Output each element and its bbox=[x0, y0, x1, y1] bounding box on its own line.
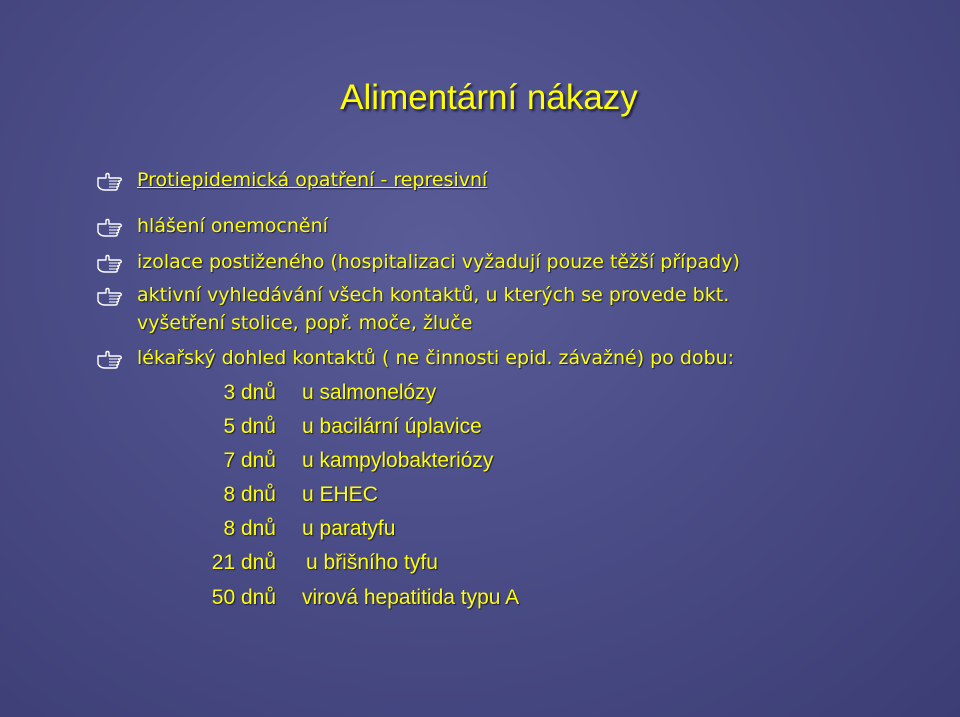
bullet-item bbox=[97, 343, 734, 373]
pointing-hand-icon bbox=[97, 347, 123, 369]
incubation-days: 7 dnů bbox=[223, 449, 276, 472]
slide-title bbox=[0, 78, 960, 118]
incubation-disease: virová hepatitida typu A bbox=[302, 586, 520, 609]
pointing-hand-icon bbox=[97, 251, 123, 273]
bullet-item-text: lékařský dohled kontaktů ( ne činnosti epid. závažné) po dobu: bbox=[137, 347, 735, 369]
pointing-hand-icon bbox=[97, 284, 123, 306]
bullet-heading bbox=[97, 165, 487, 195]
incubation-row bbox=[180, 480, 378, 510]
bullet-item-text: hlášení onemocnění bbox=[137, 215, 328, 237]
incubation-row bbox=[180, 583, 519, 613]
incubation-days: 50 dnů bbox=[211, 586, 276, 609]
incubation-disease: u paratyfu bbox=[302, 517, 396, 540]
bullet-continuation-text: vyšetření stolice, popř. moče, žluče bbox=[137, 312, 473, 334]
bullet-item-text: izolace postiženého (hospitalizaci vyžadují pouze těžší případy) bbox=[137, 251, 740, 273]
bullet-heading-text: Protiepidemická opatření - represivní bbox=[137, 169, 488, 191]
bullet-item bbox=[97, 211, 328, 241]
incubation-disease: u kampylobakteriózy bbox=[302, 449, 494, 472]
bullet-item bbox=[97, 247, 740, 277]
pointing-hand-icon bbox=[97, 169, 123, 191]
incubation-row bbox=[180, 514, 395, 544]
incubation-disease: u salmonelózy bbox=[302, 381, 437, 404]
pointing-hand-icon bbox=[97, 215, 123, 237]
slide-title-text: Alimentární nákazy bbox=[340, 78, 638, 117]
incubation-row bbox=[180, 378, 436, 408]
incubation-row bbox=[180, 446, 493, 476]
bullet-item-text: aktivní vyhledávání všech kontaktů, u kterých se provede bkt. bbox=[137, 284, 730, 306]
incubation-row bbox=[180, 412, 482, 442]
incubation-days: 8 dnů bbox=[223, 483, 276, 506]
incubation-days: 3 dnů bbox=[223, 381, 276, 404]
incubation-disease: u břišního tyfu bbox=[306, 551, 438, 574]
incubation-disease: u EHEC bbox=[302, 483, 378, 506]
incubation-days: 5 dnů bbox=[223, 415, 276, 438]
incubation-disease: u bacilární úplavice bbox=[302, 415, 482, 438]
incubation-days: 21 dnů bbox=[211, 551, 276, 574]
incubation-days: 8 dnů bbox=[223, 517, 276, 540]
incubation-row bbox=[180, 548, 438, 578]
bullet-item bbox=[97, 280, 729, 310]
